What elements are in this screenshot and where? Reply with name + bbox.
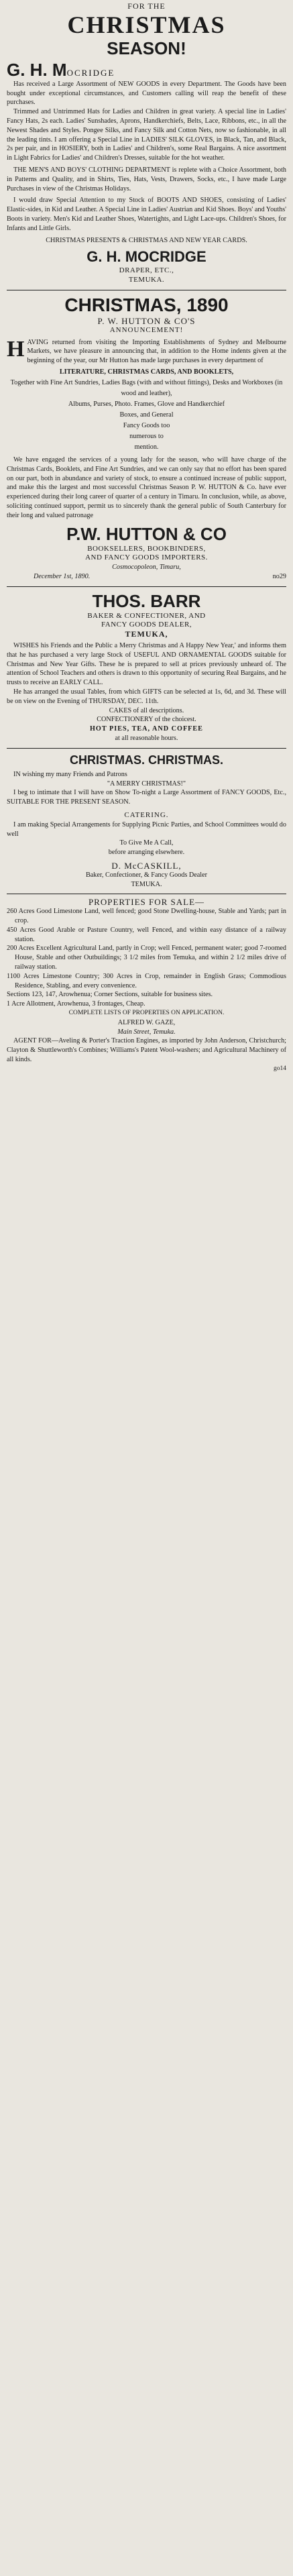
property-item: Sections 123, 147, Arowhenua; Corner Sections, suitable for business sites. [7,991,213,999]
list-item: Albums, Purses, Photo. Frames, Glove and Handkerchief [68,400,225,408]
season-headline: SEASON! [107,38,186,58]
hutton-trade-2: AND FANCY GOODS IMPORTERS. [85,553,208,562]
list-item: mention. [134,443,159,451]
mccaskill-paragraph-1: IN wishing my many Friends and Patrons [13,770,127,778]
mccaskill-paragraph-3: I am making Special Arrangements for Supplying Picnic Parties, and School Committees would do well [7,820,286,838]
property-item: 1100 Acres Limestone Country; 300 Acres in Crop, remainder in English Grass; Commodious Residence, Stabling, and every convenience. [7,972,286,989]
hutton-announcement: ANNOUNCEMENT! [109,325,184,334]
hutton-paragraph-1: AVING returned from visiting the Importing Establishments of Sydney and Melbourne Markets, we have pleasure in announcing that, in addition to the Home indents given at the beginning of the year, our Mr Hutton has made large purchases in every department of [27,338,286,365]
barr-paragraph-1: WISHES his Friends and the Public a Merry Christmas and A Happy New Year,' and informs them that he has purchased a very large Stock of USEFUL AND ORNAMENTAL GOODS suitable for Christmas and New Year Gifts. These he is prepared to sell at prices previously unheard of. The attention of School Teachers and others is drawn to this opportunity of securing Real Bargains, and he trusts to receive an EARLY CALL. [7,642,286,687]
mccaskill-catering: CATERING. [124,811,169,820]
mocridge-advertisement [7,0,286,288]
mccaskill-name: D. McCASKILL, [111,861,182,871]
mocridge-paragraph-5: CHRISTMAS PRESENTS & CHRISTMAS AND NEW YEAR CARDS. [46,236,247,244]
mccaskill-call: To Give Me A Call, [119,839,174,847]
christmas-headline: CHRISTMAS [67,11,226,38]
merchant-initials: G. H. M [7,59,67,80]
agent-note: AGENT FOR—Aveling & Porter's Traction Engines, as imported by John Anderson, Christchurch; Clayton & Shuttleworth's Combines; Williams's Patent Wool-washers; and Agricultural Machinery of all kinds. [7,1037,286,1063]
list-item: Fancy Goods too [123,421,170,429]
newspaper-column [0,0,293,1077]
drop-cap: H [7,336,25,362]
mccaskill-advertisement [7,750,286,893]
properties-complete-lists: COMPLETE LISTS OF PROPERTIES ON APPLICATION. [68,1009,225,1016]
hutton-intro [7,338,286,366]
barr-trade-2: FANCY GOODS DEALER, [101,621,192,629]
barr-name: THOS. BARR [92,590,201,611]
list-item: LITERATURE, CHRISTMAS CARDS, AND BOOKLETS, [59,368,234,376]
for-the-line: FOR THE [127,1,166,11]
list-item: Boxes, and General [119,411,174,419]
mocridge-paragraph-4: I would draw Special Attention to my Stock of BOOTS AND SHOES, consisting of Ladies' Elastic-sides, in Kid and Leather. A Special Line in Ladies' Austrian and Kid Shoes. Boys' and Youths' Boots in variety. Men's Kid and Leather Shoes, Watertights, and Light Lace-ups. Children's Shoes, for Infants and Little Girls. [7,197,286,232]
mccaskill-greeting: "A MERRY CHRISTMAS!" [107,780,186,788]
properties-advertisement [7,896,286,1077]
merchant-surname: OCRIDGE [66,67,115,78]
barr-confectionery: CONFECTIONERY of the choicest. [97,716,196,724]
property-item: 260 Acres Good Limestone Land, well fenced; good Stone Dwelling-house, Stable and Yards; part in crop. [7,908,286,924]
divider [7,748,286,749]
properties-headline: PROPERTIES FOR SALE— [88,897,205,908]
merchant-name: G. H. MOCRIDGE [86,248,207,266]
hutton-ref: no29 [272,572,286,580]
mccaskill-town: TEMUKA. [131,880,162,888]
end-ref: go14 [274,1065,286,1072]
hutton-advertisement [7,292,286,585]
mccaskill-headline: CHRISTMAS. CHRISTMAS. [70,753,223,767]
hutton-dateline [7,572,286,582]
hutton-goods-list [7,367,286,453]
list-item: numerous to [129,432,164,440]
hutton-place: Cosmocopoleon, Timaru, [112,564,181,572]
barr-hot-pies: HOT PIES, TEA, AND COFFEE [90,725,203,733]
agent-name: ALFRED W. GAZE, [117,1018,176,1026]
barr-advertisement [7,588,286,747]
property-item: 1 Acre Allotment, Arowhenua, 3 frontages, Cheap. [7,1000,145,1008]
merchant-banner [7,60,286,80]
mccaskill-paragraph-2: I beg to intimate that I will have on Show To-night a Large Assortment of FANCY GOODS, Etc., SUITABLE FOR THE PRESENT SEASON. [7,789,286,806]
hutton-firm: P. W. HUTTON & CO'S [97,315,196,326]
hutton-headline: CHRISTMAS, 1890 [64,294,229,315]
barr-town: TEMUKA, [125,629,168,639]
barr-cakes: CAKES of all descriptions. [109,706,184,714]
mocridge-paragraph-2: Trimmed and Untrimmed Hats for Ladies and Children in great variety. A special line in Ladies' Fancy Hats, 2s each. Ladies' Sunshades, Aprons, Handkerchiefs, Belts, Lace, Ribbons, etc., in all the Newest Shades and Styles. Pongee Silks, and Fancy Silk and Cotton Nets, now so fashionable, in all the leading tints. I am offering a Special Line in LADIES' SILK GLOVES, in Black, Tan, and Black, 2s per pair, and in HOSIERY, both in Ladies' and Children's, some Real Bargains. A nice assortment in Light Fabrics for Ladies' and Children's Dresses, suitable for the hot weather. [7,108,286,162]
barr-trade: BAKER & CONFECTIONER, AND [87,611,206,620]
hutton-name: P.W. HUTTON & CO [66,523,227,544]
property-item: 450 Acres Good Arable or Pasture Country, well Fenced, and within easy distance of a railway station. [7,926,286,943]
hutton-trade: BOOKSELLERS, BOOKBINDERS, [87,544,206,553]
property-item: 200 Acres Excellent Agricultural Land, partly in Crop; well Fenced, permanent water; good 7-roomed House, Stable and other Outbuildings; 3 1/2 miles from Temuka, and within 2 1/2 miles drive of railway station. [7,945,286,971]
barr-hours: at all reasonable hours. [115,735,178,743]
merchant-town: TEMUKA. [128,276,165,284]
mccaskill-trade: Baker, Confectioner, & Fancy Goods Dealer [85,871,208,879]
merchant-trade: DRAPER, ETC., [119,266,174,275]
hutton-paragraph-2: We have engaged the services of a young lady for the season, who will have charge of the Christmas Cards, Booklets, and Fine Art Sundries, and we can only say that no effort has been spared on our part, both in abundance and variety of stock, to ensure a continued increase of public support, and make this the largest and most successful Christmas Season P. W. HUTTON & Co. have ever experienced during their long career of quarter of a century in Timaru. In conclusion, while, as above, soliciting continued support, permit us to sincerely thank the general public of South Canterbury for their long and valued patronage [7,455,286,519]
mocridge-paragraph-3: THE MEN'S AND BOYS' CLOTHING DEPARTMENT is replete with a Choice Assortment, both in Patterns and Quality, and in Shirts, Ties, Hats, Vests, Drawers, Socks, etc., I have made Large Purchases in view of the Christmas Holidays. [7,166,286,193]
list-item: Together with Fine Art Sundries, Ladies Bags (with and without fittings), Desks and Workboxes (in wood and leather), [10,378,283,397]
mccaskill-elsewhere: before arranging elsewhere. [108,849,185,857]
barr-paragraph-2: He has arranged the usual Tables, from which GIFTS can be selected at 1s, 6d, and 3d. These will be on view on the Evening of THURSDAY, DEC. 11th. [7,688,286,705]
mocridge-paragraph-1: Has received a Large Assortment of NEW GOODS in every Department. The Goods have been bought under exceptional circumstances, and Customers calling will reap the benefit of these purchases. [7,80,286,107]
agent-street: Main Street, Temuka. [117,1028,176,1036]
divider [7,586,286,587]
hutton-date: December 1st, 1890. [34,572,91,580]
